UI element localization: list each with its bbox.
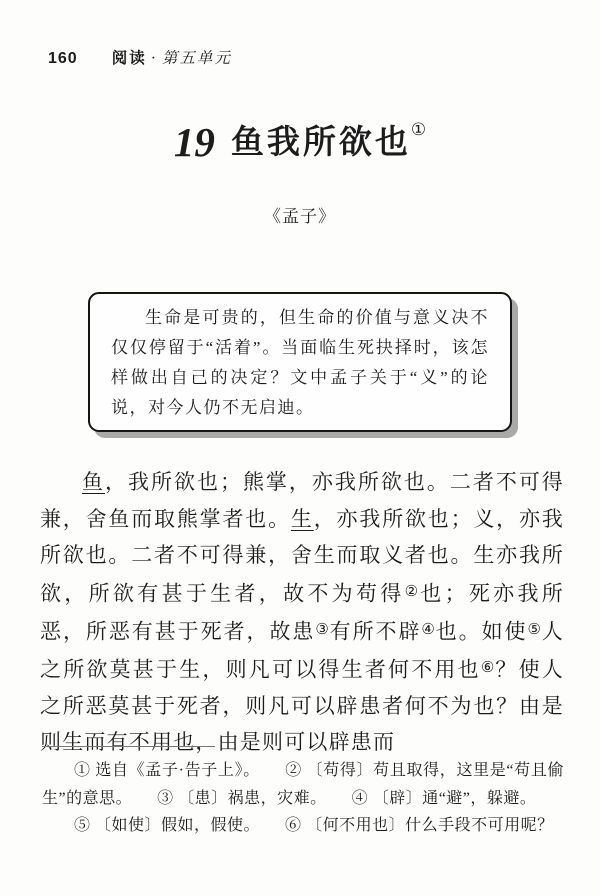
footnotes-section: [42, 757, 564, 840]
footnote-gap: [252, 817, 285, 834]
lesson-title: 鱼我所欲也: [230, 123, 411, 160]
intro-text: 生命是可贵的，但生命的价值与意义决不仅仅停留于“活着”。当面临生死抉择时，该怎样做出自己的决定？文中孟子关于“义”的论说，对今人仍不无启迪。: [111, 308, 489, 417]
footnote-marker: ⑥: [285, 817, 307, 834]
lesson-number: 19: [173, 119, 215, 165]
running-head-section: 阅读: [111, 50, 147, 67]
main-classical-text: [40, 464, 564, 761]
source-attribution: 《孟子》: [264, 207, 336, 226]
running-head-unit: 第五单元: [161, 50, 232, 67]
footnote-text: 〔辟〕通“避”，躲避。: [372, 789, 537, 807]
text-segment: 也。如使: [435, 619, 528, 644]
text-segment-underline: 生: [290, 506, 314, 531]
footnote-marker: ⑤: [74, 817, 96, 834]
footnote-text: 〔何不用也〕什么手段不可用呢？: [306, 817, 554, 834]
text-segment: 有所不辟: [329, 619, 422, 644]
title-footnote-ref: ①: [410, 120, 427, 139]
footnote-separator-rule: [42, 746, 215, 747]
text-segment-sup: ②: [404, 583, 421, 600]
footnote-marker: ②: [285, 762, 307, 779]
running-head-separator: ·: [150, 50, 158, 67]
text-segment-sup: ⑥: [480, 659, 496, 676]
page-number: 160: [48, 50, 78, 67]
text-segment: ？使人之所恶莫甚于死者，则凡可以辟患者何不为也？由是则生而有不用也，由是则可以辟患而: [40, 657, 564, 755]
text-segment-sup: ⑤: [527, 621, 542, 638]
page-header: [48, 46, 232, 68]
footnote-gap: [319, 790, 352, 807]
text-segment: ，亦我所欲也；义，亦我所欲也。二者不可得兼，舍生而取义者也。生亦我所欲，所欲有甚于生者，故不为苟得: [40, 506, 565, 606]
footnote-marker: ①: [74, 762, 96, 779]
footnote-text: 〔患〕祸患，灾难。: [178, 789, 319, 807]
footnote-paragraph: [42, 757, 564, 812]
text-segment-underline: 鱼: [82, 470, 105, 494]
footnote-marker: ④: [351, 789, 373, 807]
footnote-text: 选自《孟子·告子上》。: [95, 762, 252, 779]
footnote-gap: [252, 762, 285, 779]
intro-callout-box: [88, 292, 512, 432]
text-segment: 也；死亦我所恶，所恶有甚于死者，故患: [40, 581, 565, 644]
footnote-text: 〔如使〕假如，假使。: [95, 817, 253, 834]
footnote-text: 〔苟得〕苟且取得，这里是“苟且偷生”的意思。: [42, 762, 564, 807]
lesson-title-block: [0, 116, 600, 166]
text-segment-sup: ③: [315, 621, 330, 638]
text-segment-sup: ④: [421, 621, 436, 638]
footnote-gap: [124, 790, 157, 807]
footnote-marker: ③: [157, 789, 179, 807]
footnote-paragraph: [42, 812, 564, 840]
running-head: [112, 46, 232, 68]
text-segment: ，我所欲也；熊掌，亦我所欲也。二者不可得兼，舍鱼而取熊掌者也。: [40, 470, 565, 531]
text-segment: 人之所欲莫甚于生，则凡可以得生者何不用也: [40, 619, 564, 682]
